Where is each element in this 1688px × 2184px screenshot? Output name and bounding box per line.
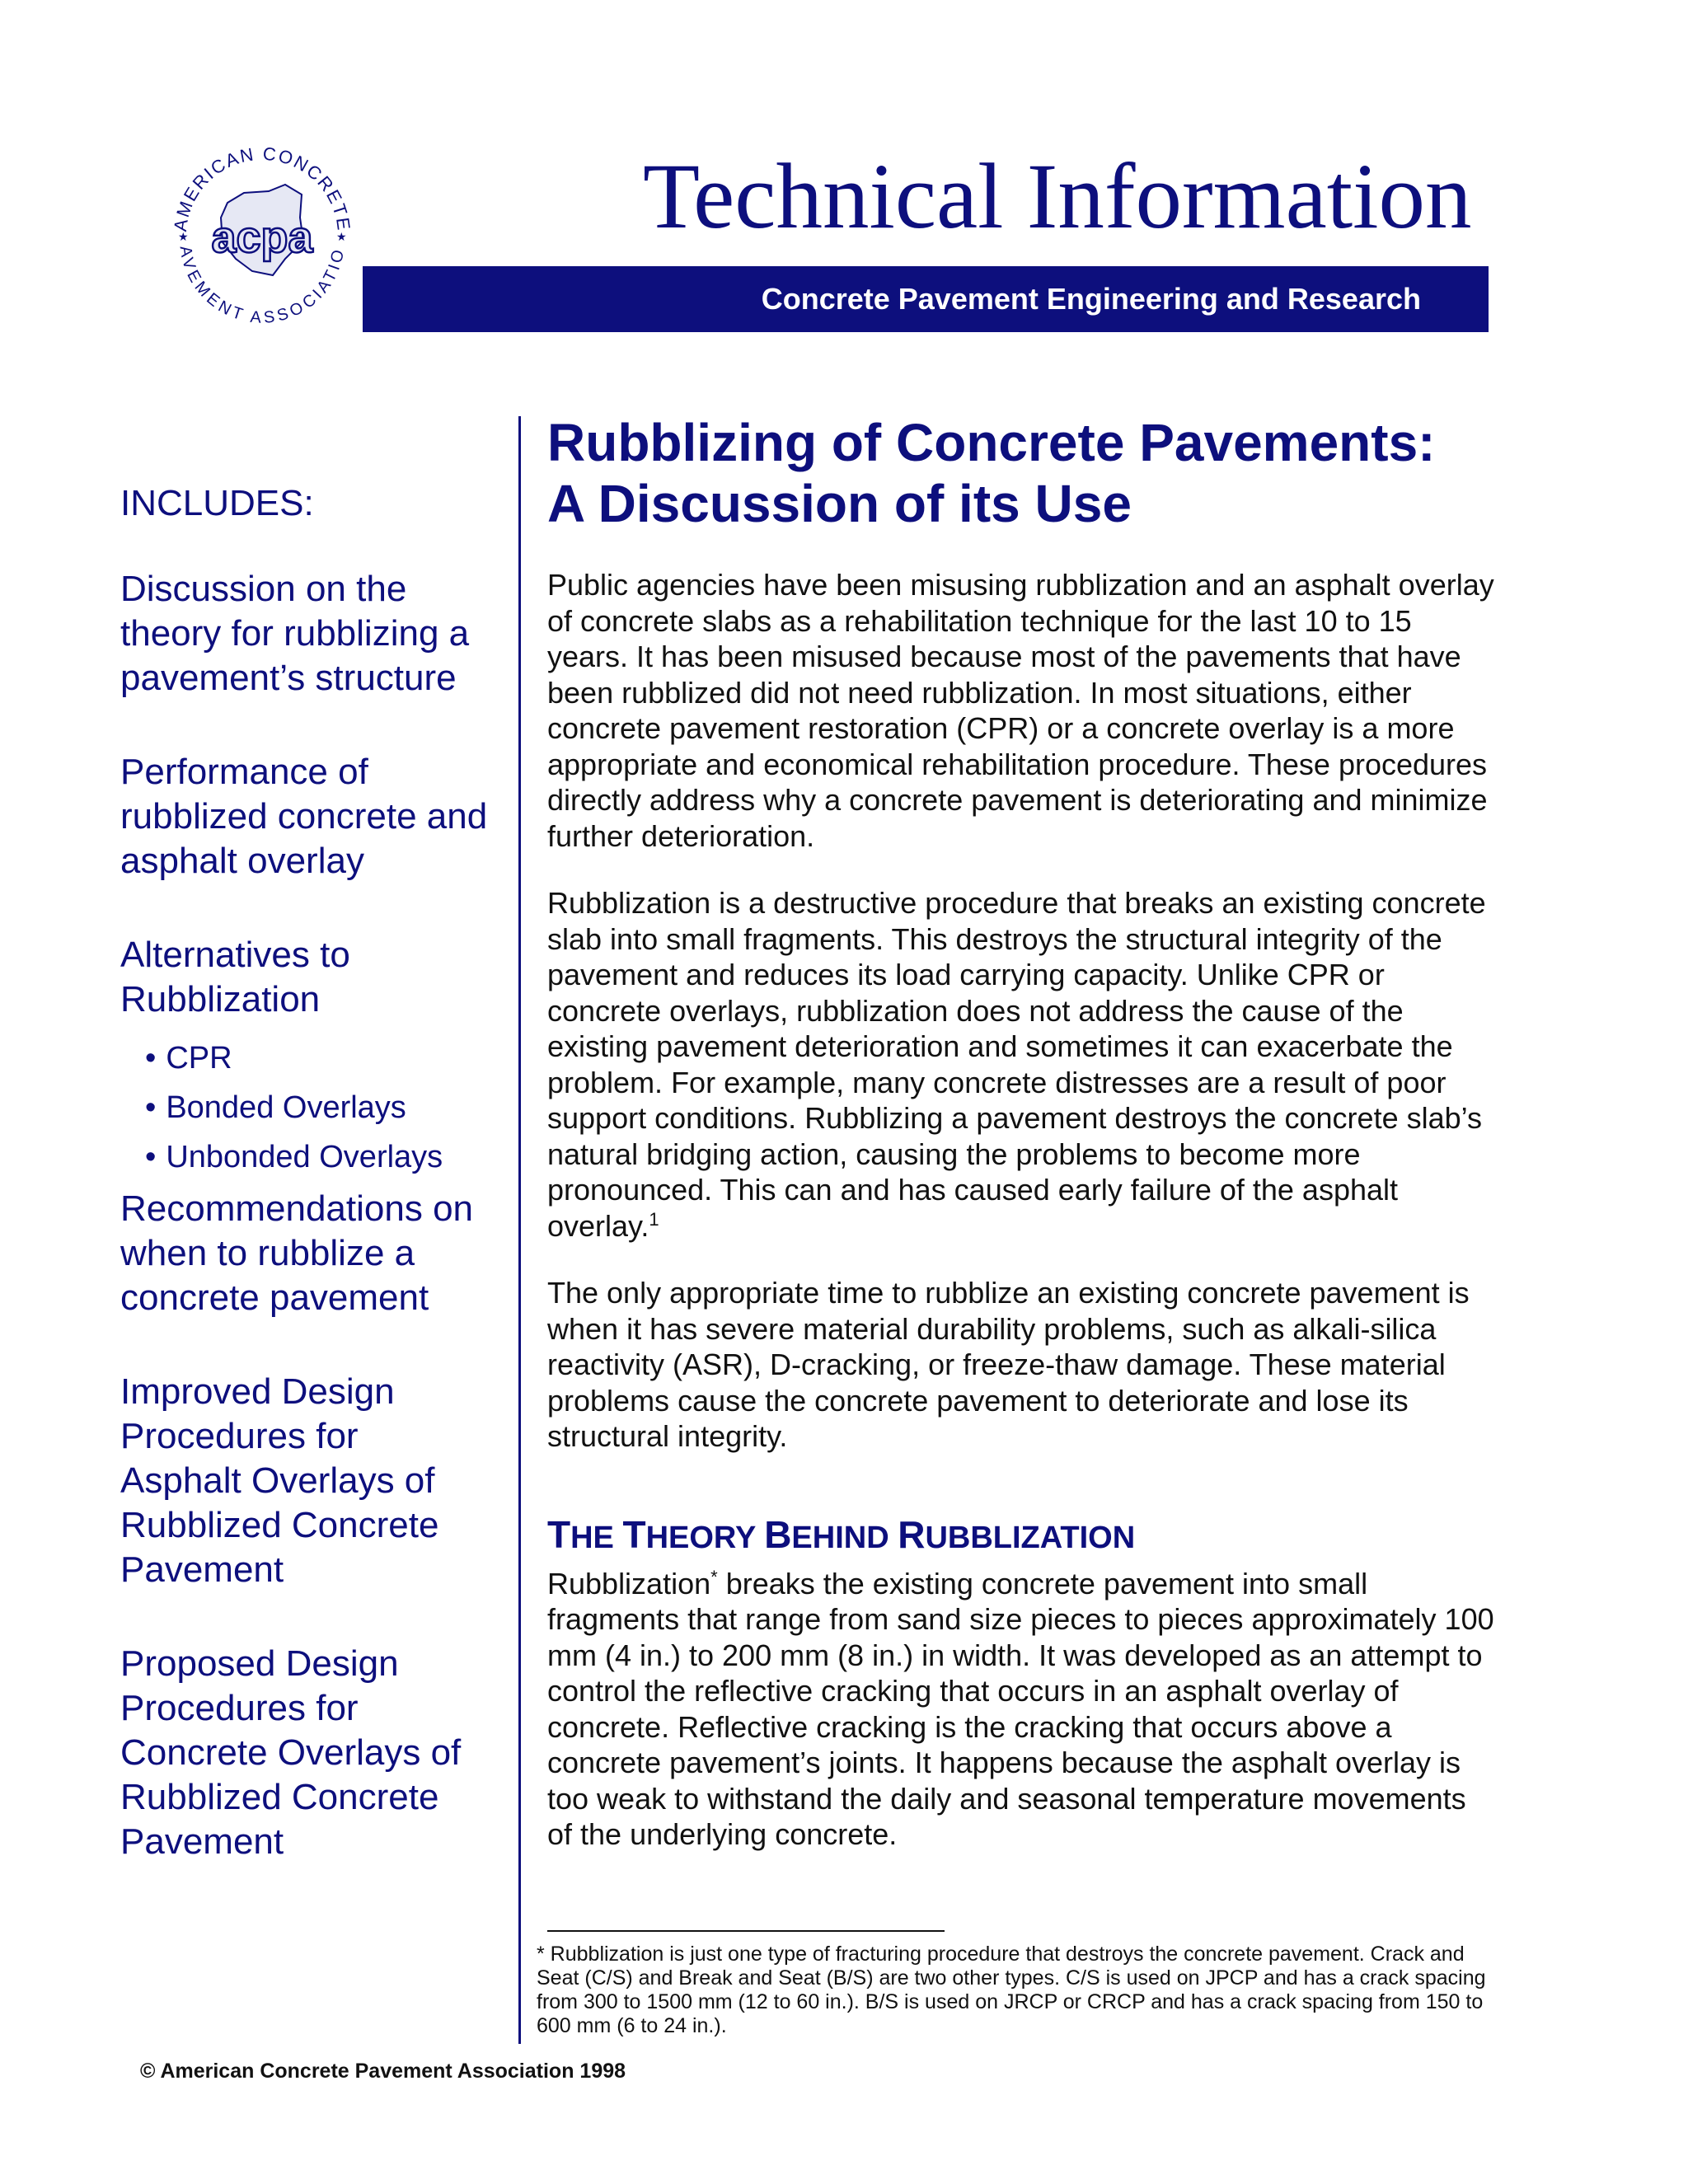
article-title-line1: Rubblizing of Concrete Pavements: (547, 413, 1436, 472)
section-heading-cap: T (622, 1512, 646, 1556)
header-subtitle: Concrete Pavement Engineering and Research (761, 282, 1421, 316)
sidebar-topic-theory: Discussion on the theory for rubblizing a pavement’s structure (120, 568, 470, 698)
section-heading-cap: R (898, 1512, 926, 1556)
section-heading-cap: T (547, 1512, 571, 1556)
list-item: • Bonded Overlays (145, 1083, 516, 1132)
paragraph-appropriate-time: The only appropriate time to rubblize an existing concrete pavement is when it has severe material durability problems, such as alkali-silica reactivity (ASR), D-cracking, or freeze-thaw damage. These material problems cause the concrete pavement to deteriorate and lose its structural integrity. (547, 1276, 1470, 1453)
paragraph-destructive (547, 885, 1495, 1244)
header-band (363, 266, 1489, 332)
paragraph-theory-text: breaks the existing concrete pavement into small fragments that range from sand size pieces to pieces approximately 100 mm (4 in.) to 200 mm (8 in.) in width. It was developed as an attempt to control the reflective cracking that occurs in an asphalt overlay of concrete. Reflective cracking is the cracking that occurs above a concrete pavement’s joints. It happens because the asphalt overlay is too weak to withstand the daily and seasonal temperature movements of the underlying concrete. (547, 1566, 1494, 1852)
list-item: • Unbonded Overlays (145, 1132, 516, 1182)
section-heading-cap: B (764, 1512, 792, 1556)
sidebar-heading: INCLUDES: (120, 483, 314, 523)
acpa-logo-graphic (162, 135, 363, 336)
header-title: Technical Information (643, 145, 1472, 248)
footnote: * Rubblization is just one type of fracturing procedure that destroys the concrete pavement. Crack and Seat (C/S) and Break and Seat (B/S) are two other types. C/S is used on JPCP and has a crack spacing from 300 to 1500 mm (12 to 60 in.). B/S is used on JRCP or CRCP and has a crack spacing from 150 to 600 mm (6 to 24 in.). (537, 1943, 1486, 2037)
section-heading-small: HE (570, 1520, 623, 1555)
article (547, 412, 1495, 1853)
column-divider (518, 416, 521, 2044)
sidebar-topic-alternatives: Alternatives to Rubblization (120, 934, 350, 1019)
logo-star-left: ★ (178, 230, 189, 243)
sidebar-topic-asphalt-design: Improved Design Procedures for Asphalt Overlays of Rubblized Concrete Pavement (120, 1371, 439, 1590)
article-title (547, 412, 1495, 534)
paragraph-intro: Public agencies have been misusing rubblization and an asphalt overlay of concrete slabs as a rehabilitation technique for the last 10 to 15 years. It has been misused because most of the pavements that have been rubblized did not need rubblization. In most situations, either concrete pavement restoration (CPR) or a concrete overlay is a more appropriate and economical rehabilitation procedure. These procedures directly address why a concrete pavement is deteriorating and minimize further deterioration. (547, 568, 1494, 853)
sidebar-topic-performance: Performance of rubblized concrete and asphalt overlay (120, 751, 488, 881)
includes-sidebar (120, 482, 516, 1864)
paragraph-theory (547, 1566, 1495, 1853)
section-heading (547, 1512, 1495, 1558)
section-heading-small: UBBLIZATION (925, 1520, 1136, 1555)
footnote-marker-asterisk: * (710, 1566, 718, 1587)
footnote-rule (547, 1930, 945, 1932)
logo-star-right: ★ (336, 230, 347, 243)
list-item: • CPR (145, 1033, 516, 1083)
logo-ring-bottom-text: AVEMENT ASSOCIATIO (176, 244, 349, 327)
acpa-logo (162, 135, 363, 336)
paragraph-theory-start: Rubblization (547, 1566, 711, 1601)
footnote-marker: 1 (649, 1208, 659, 1230)
logo-monogram: acpa (211, 213, 313, 262)
section-heading-small: EHIND (791, 1520, 898, 1555)
article-title-line2: A Discussion of its Use (547, 474, 1132, 533)
paragraph-destructive-text: Rubblization is a destructive procedure that breaks an existing concrete slab into small fragments. This destroys the structural integrity of the pavement and reduces its load carrying capacity. Unlike CPR or concrete overlays, rubblization does not address the cause of the existing pavement deterioration and sometimes it can exacerbate the problem. For example, many concrete distresses are a result of poor support conditions. Rubblizing a pavement destroys the concrete slab’s natural bridging action, causing the problems to become more pronounced. This can and has caused early failure of the asphalt overlay. (547, 886, 1486, 1243)
sidebar-topic-concrete-design: Proposed Design Procedures for Concrete Overlays of Rubblized Concrete Pavement (120, 1643, 462, 1862)
sidebar-topic-recommendations: Recommendations on when to rubblize a concrete pavement (120, 1188, 474, 1318)
section-heading-small: HEORY (645, 1520, 765, 1555)
copyright: © American Concrete Pavement Association 1998 (140, 2060, 626, 2083)
logo-ring-top-text: AMERICAN CONCRETE (169, 143, 355, 233)
alternatives-list (145, 1033, 516, 1182)
